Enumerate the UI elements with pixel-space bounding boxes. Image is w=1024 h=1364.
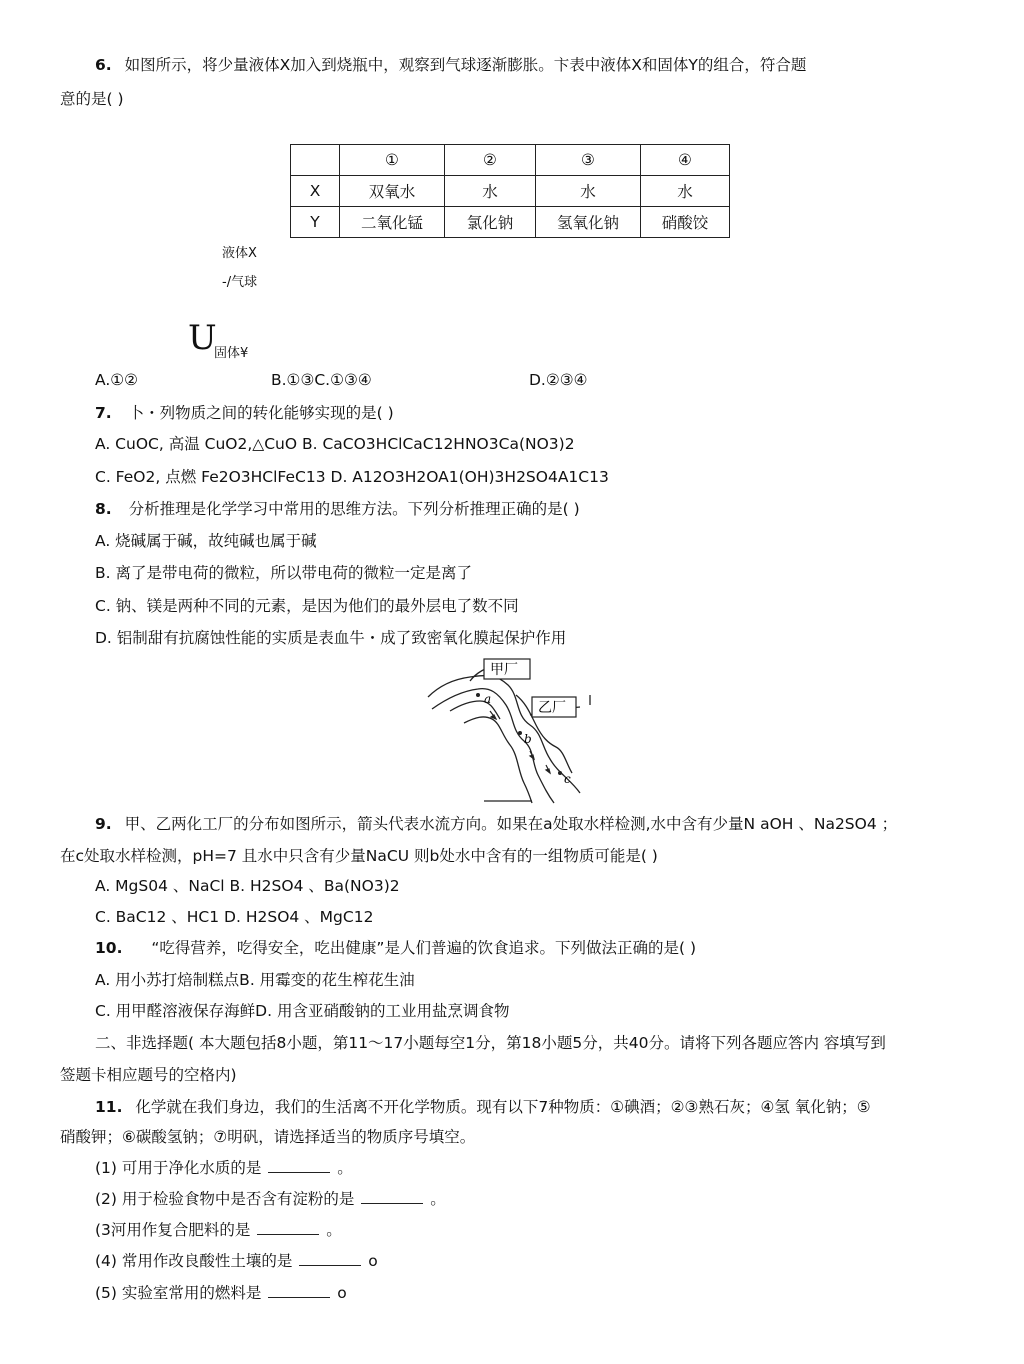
q10-options-ab: A. 用小苏打焙制糕点B. 用霉变的花生榨花生油 xyxy=(95,971,415,989)
q11-stem-line2: 硝酸钾；⑥碳酸氢钠；⑦明矾，请选择适当的物质序号填空。 xyxy=(60,1128,476,1146)
q8-option-d: D. 铝制甜有抗腐蚀性能的实质是表血牛・成了致密氧化膜起保护作用 xyxy=(95,629,567,647)
table-cell: X xyxy=(291,176,340,207)
q6-option-a: A.①② xyxy=(95,371,139,389)
q6-number: 6. xyxy=(95,56,112,74)
flask-label-solid: 固体¥ xyxy=(214,346,249,361)
q7-options-ab: A. CuOC, 高温 CuO2,△CuO B. CaCO3HClCaC12HNO3Ca(NO3)2 xyxy=(95,435,575,453)
table-cell: 双氧水 xyxy=(340,176,445,207)
q10-line xyxy=(95,938,696,958)
section2-line2: 签题卡相应题号的空格内) xyxy=(60,1066,237,1084)
flask-label-balloon: -/气球 xyxy=(222,275,258,290)
q8-line xyxy=(95,499,580,519)
q11-item-4 xyxy=(95,1251,378,1271)
table-cell: 水 xyxy=(445,176,536,207)
q11-stem-line1: 化学就在我们身边，我们的生活离不开化学物质。现有以下7种物质：①碘酒；②③熟石灰；④氢 氧化钠；⑤ xyxy=(135,1098,871,1116)
q9-stem-line1: 甲、乙两化工厂的分布如图所示，箭头代表水流方向。如果在a处取水样检测,水中含有少量N aOH 、Na2SO4 ； xyxy=(124,815,898,833)
table-cell: ① xyxy=(340,145,445,176)
q7-number: 7. xyxy=(95,404,112,422)
flask-glyph: U xyxy=(188,318,217,358)
q11-item-text: (5) 实验室常用的燃料是 xyxy=(95,1284,262,1302)
answer-blank[interactable] xyxy=(268,1158,330,1173)
q8-number: 8. xyxy=(95,500,112,518)
answer-blank[interactable] xyxy=(257,1220,319,1235)
q9-line1 xyxy=(95,814,897,834)
table-row xyxy=(291,207,730,238)
q10-options-cd: C. 用甲醛溶液保存海鲜D. 用含亚硝酸钠的工业用盐烹调食物 xyxy=(95,1002,510,1020)
table-cell: 氯化钠 xyxy=(445,207,536,238)
table-cell: 水 xyxy=(536,176,641,207)
q11-item-end: o xyxy=(337,1284,347,1302)
table-row xyxy=(291,176,730,207)
river-figure xyxy=(420,655,600,807)
point-a-label: a xyxy=(484,692,492,706)
table-cell: ④ xyxy=(641,145,730,176)
q6-option-d: D.②③④ xyxy=(529,371,588,389)
q10-stem: “吃得营养，吃得安全，吃出健康”是人们普遍的饮食追求。下列做法正确的是( ) xyxy=(151,939,696,957)
table-cell: Y xyxy=(291,207,340,238)
q7-stem: 卜・列物质之间的转化能够实现的是( ) xyxy=(128,404,394,422)
q8-option-c: C. 钠、镁是两种不同的元素，是因为他们的最外层电了数不同 xyxy=(95,597,519,615)
q6-stem-line2: 意的是( ) xyxy=(60,90,124,108)
table-cell: ② xyxy=(445,145,536,176)
q6-line1 xyxy=(95,55,806,75)
q9-options-cd: C. BaC12 、HC1 D. H2SO4 、MgC12 xyxy=(95,908,374,926)
q9-number: 9. xyxy=(95,815,112,833)
q11-item-text: (2) 用于检验食物中是否含有淀粉的是 xyxy=(95,1190,355,1208)
q11-item-5 xyxy=(95,1283,347,1303)
q11-item-end: 。 xyxy=(430,1190,446,1208)
q11-item-text: (3河用作复合肥料的是 xyxy=(95,1221,251,1239)
q9-stem-line2: 在c处取水样检测，pH=7 且水中只含有少量NaCU 则b处水中含有的一组物质可能是( ) xyxy=(60,847,658,865)
q6-table xyxy=(290,144,730,238)
table-cell: 二氧化锰 xyxy=(340,207,445,238)
point-c-dot xyxy=(558,771,562,775)
q11-item-2 xyxy=(95,1189,446,1209)
answer-blank[interactable] xyxy=(268,1283,330,1298)
q10-number: 10. xyxy=(95,939,123,957)
table-cell: 氢氧化钠 xyxy=(536,207,641,238)
q11-line1 xyxy=(95,1097,871,1117)
q11-item-text: (4) 常用作改良酸性土壤的是 xyxy=(95,1252,293,1270)
answer-blank[interactable] xyxy=(361,1189,423,1204)
factory-b-label: 乙厂 xyxy=(538,700,566,716)
q11-number: 11. xyxy=(95,1098,123,1116)
point-c-label: c xyxy=(564,772,571,786)
q8-option-b: B. 离了是带电荷的微粒，所以带电荷的微粒一定是离了 xyxy=(95,564,472,582)
section2-line1: 二、非选择题( 本大题包括8小题，第11～17小题每空1分，第18小题5分，共40分。请将下列各题应答内 容填写到 xyxy=(95,1034,886,1052)
answer-blank[interactable] xyxy=(299,1251,361,1266)
q7-line xyxy=(95,403,394,423)
q8-option-a: A. 烧碱属于碱，故纯碱也属于碱 xyxy=(95,532,317,550)
point-b-label: b xyxy=(524,732,532,746)
table-header-row xyxy=(291,145,730,176)
table-cell: 水 xyxy=(641,176,730,207)
q11-item-text: (1) 可用于净化水质的是 xyxy=(95,1159,262,1177)
q6-stem-line1: 如图所示，将少量液体X加入到烧瓶中，观察到气球逐渐膨胀。卞表中液体X和固体Y的组合，符合题 xyxy=(124,56,807,74)
flask-label-liquid: 液体X xyxy=(222,246,257,261)
point-a-dot xyxy=(476,693,480,697)
factory-a-label: 甲厂 xyxy=(490,662,518,678)
q11-item-end: o xyxy=(368,1252,378,1270)
flow-arrows xyxy=(490,711,550,773)
q11-item-1 xyxy=(95,1158,353,1178)
table-cell xyxy=(291,145,340,176)
q11-item-end: 。 xyxy=(337,1159,353,1177)
q9-options-ab: A. MgS04 、NaCl B. H2SO4 、Ba(NO3)2 xyxy=(95,877,400,895)
q6-option-bc: B.①③C.①③④ xyxy=(271,371,372,389)
q8-stem: 分析推理是化学学习中常用的思维方法。下列分析推理正确的是( ) xyxy=(128,500,580,518)
q7-options-cd: C. FeO2, 点燃 Fe2O3HClFeC13 D. A12O3H2OA1(OH)3H2SO4A1C13 xyxy=(95,468,609,486)
table-cell: 硝酸饺 xyxy=(641,207,730,238)
q11-item-3 xyxy=(95,1220,342,1240)
point-b-dot xyxy=(518,731,522,735)
table-cell: ③ xyxy=(536,145,641,176)
q11-item-end: 。 xyxy=(326,1221,342,1239)
